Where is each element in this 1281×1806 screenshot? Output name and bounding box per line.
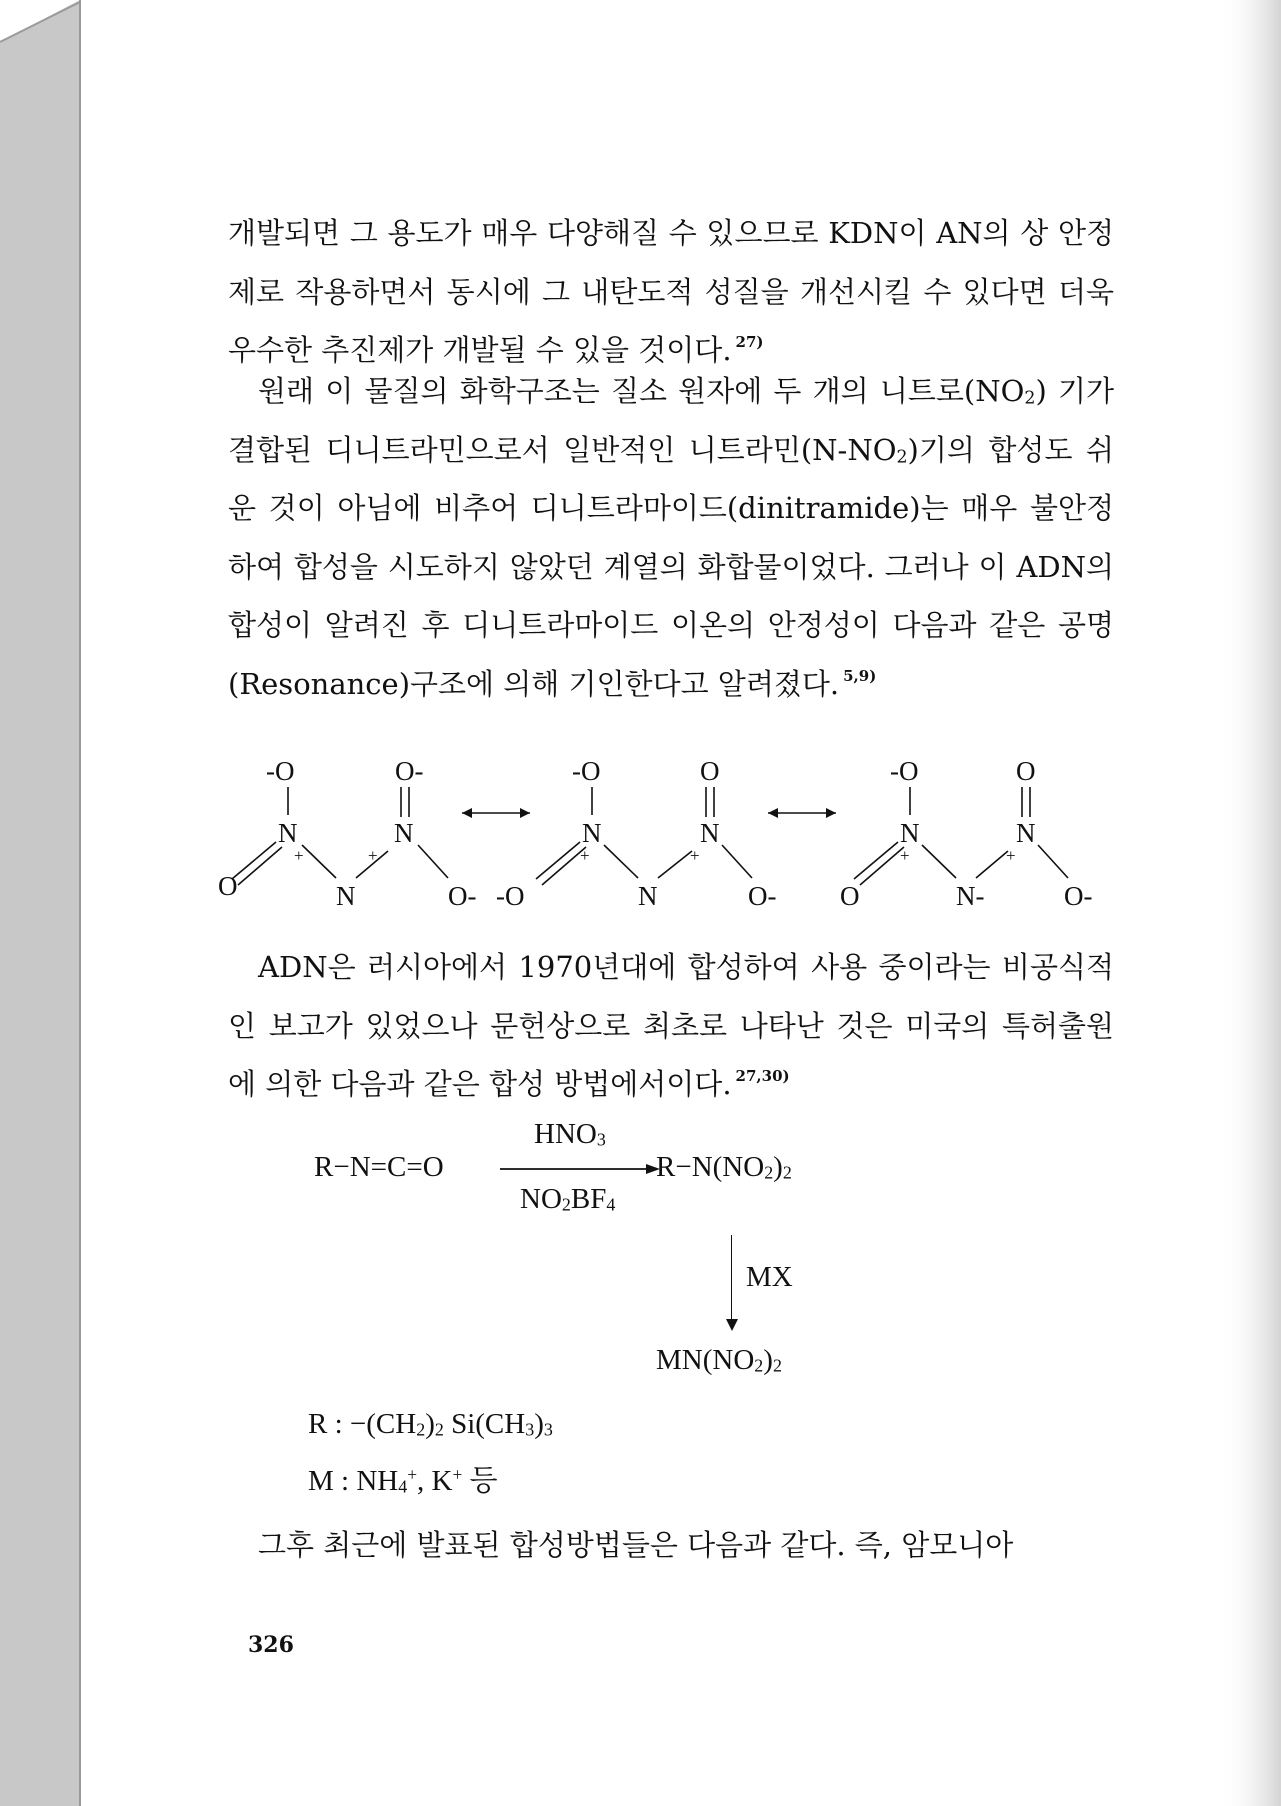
subscript: 2 — [416, 1419, 426, 1440]
atom-label: O — [218, 871, 238, 901]
subscript: 3 — [525, 1419, 535, 1440]
product-formula — [656, 1151, 792, 1184]
subscript: 2 — [561, 1194, 571, 1215]
product-text: R−N(NO — [656, 1151, 765, 1183]
superscript: + — [452, 1464, 463, 1485]
subscript: 2 — [896, 447, 908, 468]
subscript: 4 — [398, 1476, 408, 1497]
page-number: 326 — [248, 1632, 294, 1658]
reference-27-30: 27,30) — [735, 1067, 790, 1086]
charge-label: + — [368, 846, 378, 865]
atom-label: N — [582, 818, 602, 848]
atom-label: -O — [572, 756, 601, 786]
atom-label: -O — [890, 756, 919, 786]
charge-label: + — [690, 846, 700, 865]
atom-label: O- — [448, 881, 477, 911]
final-product-text: MN(NO — [656, 1344, 755, 1376]
subscript: 2 — [1024, 388, 1036, 409]
m-definition-text-b: , K — [417, 1465, 453, 1497]
r-definition-text-d: ) — [534, 1408, 544, 1440]
paragraph-1-text: 개발되면 그 용도가 매우 다양해질 수 있으므로 KDN이 AN의 상 안정제로 작용하면서 동시에 그 내탄도적 성질을 개선시킬 수 있다면 더욱 우수한 추진제가 개발될 수 있을 것이다. — [228, 216, 1114, 367]
atom-label: N — [278, 818, 298, 848]
atom-label: O — [1016, 756, 1036, 786]
subscript: 2 — [434, 1419, 444, 1440]
atom-label: N — [700, 818, 720, 848]
step2-reagent: MX — [746, 1261, 793, 1293]
charge-label: + — [900, 846, 910, 865]
atom-label: N — [1016, 818, 1036, 848]
reagent-bottom — [520, 1183, 615, 1216]
atom-label: N — [336, 881, 356, 911]
resonance-arrow-1 — [462, 808, 530, 818]
charge-label: + — [580, 846, 590, 865]
r-definition-text-a: R : −(CH — [308, 1408, 417, 1440]
atom-label: -O — [266, 756, 295, 786]
reagent-bottom-text-b: BF — [570, 1183, 607, 1215]
r-definition-text-c: Si(CH — [443, 1408, 526, 1440]
subscript: 2 — [772, 1355, 782, 1376]
reagent-bottom-text-a: NO — [520, 1183, 562, 1215]
atom-label: O- — [395, 756, 424, 786]
subscript: 4 — [606, 1194, 616, 1215]
resonance-structure-3 — [840, 756, 1093, 911]
r-definition — [308, 1408, 553, 1441]
subscript: 2 — [754, 1355, 764, 1376]
reference-27: 27) — [735, 333, 764, 352]
reactant-formula: R−N=C=O — [314, 1151, 444, 1183]
paragraph-4 — [228, 1516, 1114, 1575]
paragraph-2 — [228, 362, 1114, 713]
paragraph-1 — [228, 204, 1114, 380]
final-product-formula — [656, 1344, 782, 1377]
reaction-arrow-down — [731, 1235, 732, 1325]
atom-label: N — [900, 818, 920, 848]
paragraph-4-text: 그후 최근에 발표된 합성방법들은 다음과 같다. 즉, 암모니아 — [258, 1528, 1014, 1562]
atom-label: -O — [496, 881, 525, 911]
final-product-close: ) — [763, 1344, 773, 1376]
m-definition-text-c: 등 — [462, 1465, 498, 1497]
r-definition-text-b: ) — [425, 1408, 435, 1440]
paragraph-2-text-c: )기의 합성도 쉬운 것이 아님에 비추어 디니트라마이드(dinitramide)는 매우 불안정하여 합성을 시도하지 않았던 계열의 화합물이었다. 그러나 이 ADN의 합성이 알려진 후 디니트라마이드 이온의 안정성이 다음과 같은 공명(Resonance)구조에 의해 기인한다고 알려졌다. — [228, 432, 1114, 701]
charge-label: + — [294, 846, 304, 865]
reagent-top-text: HNO — [534, 1118, 597, 1150]
m-definition-text-a: M : NH — [308, 1465, 399, 1497]
paragraph-2-text-b: ) 기가 결합된 디니트라민으로서 일반적인 니트라민(N-NO — [228, 374, 1114, 467]
atom-label: N — [638, 881, 658, 911]
resonance-structures — [218, 745, 1118, 915]
m-definition — [308, 1458, 498, 1499]
reaction-arrow — [500, 1162, 660, 1176]
paragraph-3-text: ADN은 러시아에서 1970년대에 합성하여 사용 중이라는 비공식적인 보고가 있었으나 문헌상으로 최초로 나타난 것은 미국의 특허출원에 의한 다음과 같은 합성 방법에서이다. — [228, 950, 1114, 1101]
atom-label: N — [394, 818, 414, 848]
subscript: 2 — [764, 1162, 774, 1183]
paragraph-3 — [228, 938, 1114, 1114]
paragraph-2-text-a: 원래 이 물질의 화학구조는 질소 원자에 두 개의 니트로(NO — [258, 374, 1025, 408]
resonance-structure-2 — [496, 756, 777, 911]
atom-label: N- — [956, 881, 985, 911]
subscript: 3 — [596, 1129, 606, 1150]
superscript: + — [407, 1464, 418, 1485]
subscript: 3 — [543, 1419, 553, 1440]
subscript: 2 — [782, 1162, 792, 1183]
reagent-top — [534, 1118, 606, 1151]
reference-5-9: 5,9) — [843, 666, 877, 685]
product-close: ) — [773, 1151, 783, 1183]
charge-label: + — [1006, 846, 1016, 865]
atom-label: O — [700, 756, 720, 786]
reaction-arrow-down-head — [726, 1319, 738, 1331]
atom-label: O- — [1064, 881, 1093, 911]
atom-label: O- — [748, 881, 777, 911]
atom-label: O — [840, 881, 860, 911]
resonance-structure-1 — [218, 756, 477, 911]
resonance-arrow-2 — [768, 808, 836, 818]
